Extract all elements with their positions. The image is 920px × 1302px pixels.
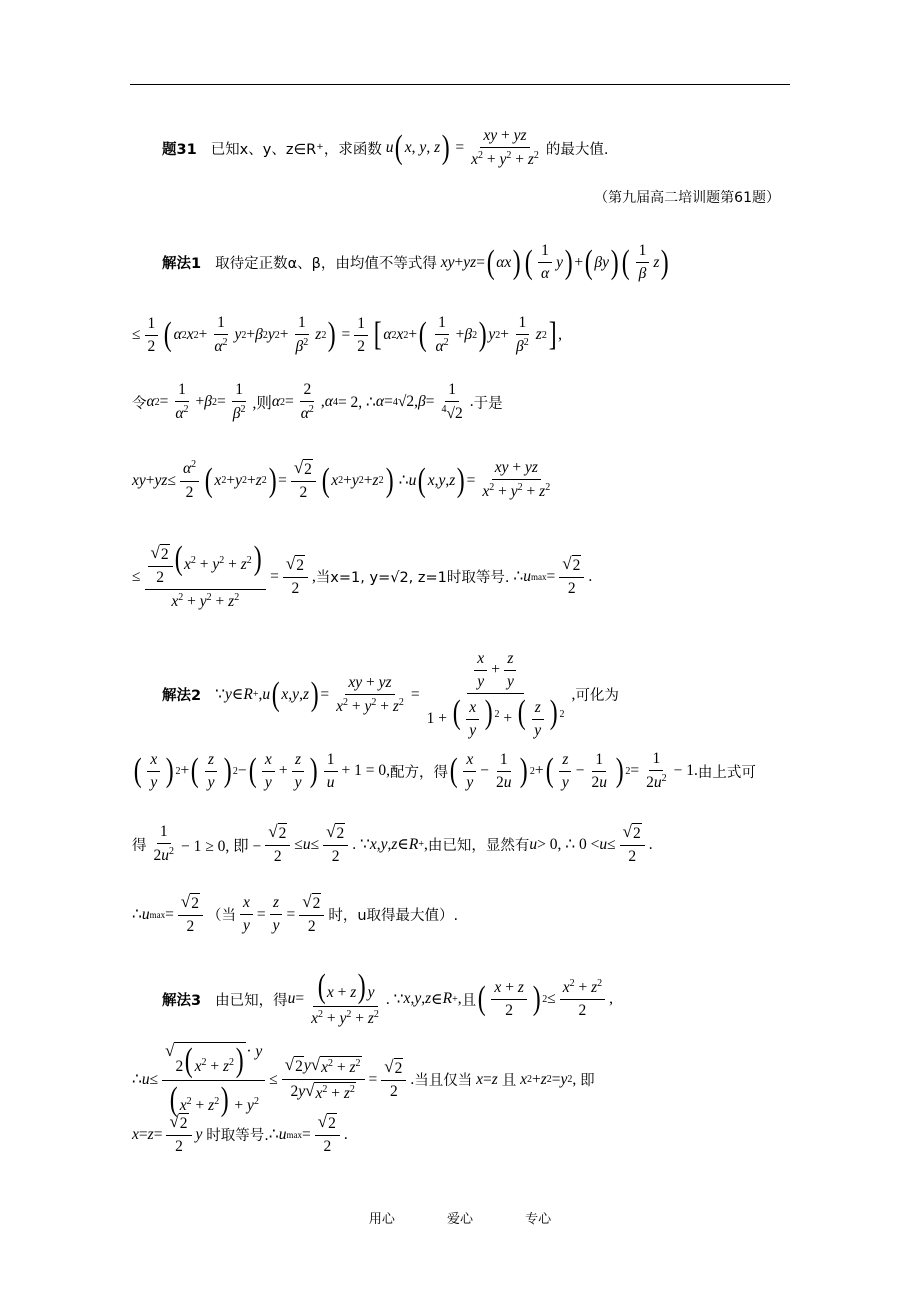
solution2-text-e: 由已知，显然有: [427, 838, 530, 854]
solution2-text-c: 由上式可: [697, 764, 756, 781]
solution3-line2: [132, 1042, 790, 1117]
solution1-then-text: 于是: [473, 395, 503, 412]
solution2-line4: [132, 893, 790, 936]
solution3-text-e: 即: [580, 1073, 595, 1089]
solution2-expression4: 1 $2u^2$ − 1 ≥ 0, 即 − √ 2 2 ≤ u ≤ √ 2 2 . ∵ x , y , z ∈ R + ,: [153, 822, 428, 865]
solution1-expression5: ≤ √ 2 2 ( $x^2 + y^2 + z^2$) $x^2 + y^2 + z^2$ = √ 2 2 ,: [132, 540, 316, 611]
solution1-let-text: 令: [132, 395, 147, 412]
header-rule: [130, 84, 790, 85]
solution2-expression6: ∴ u max = √ 2 2: [132, 893, 207, 936]
solution2-line2: [132, 750, 790, 792]
solution2-expression7: x y = z y = √ 2 2: [236, 893, 328, 936]
solution1-line1: [132, 242, 790, 283]
solution1-line3: [132, 381, 790, 423]
solution1-intro: 取待定正数α、β，由均值不等式得: [215, 256, 437, 272]
solution2-text-g: 时，u取得最大值）.: [328, 908, 459, 924]
problem-statement: [132, 127, 790, 169]
solution2-line1: [132, 650, 790, 740]
problem-heading: 题31: [162, 141, 197, 158]
solution3-result: ∴ u max = √ 2 2 .: [268, 1112, 348, 1155]
solution3-text-a: 由已知，得: [215, 992, 288, 1009]
solution1-equality-text: 当x=1, y=√2, z=1时取等号.: [315, 570, 510, 587]
solution2-text-d: 得: [132, 838, 147, 854]
solution1-expression2: ≤ 1 2 ( α 2 x 2 + 1 $\alpha^2$ y 2 + β 2 y 2 + 1 $\beta^2$ z 2 ) = 1 2 [ α 2 x 2 + ( 1 $\alpha^2$ + β 2 ) y 2 + 1 $\beta^2$ z 2 ] ,: [132, 314, 563, 356]
solution2-expression1: ∵ y ∈ R + , u ( x , y , z ) = xy + yz $x^2 + y^2 + z^2$ = $\frac{x}{y}$ + $\frac{z}{y}$ 1 + ( $\frac{x}{y}$ ) $^2$ + ( $\frac{z}{y}$ ) $^2$ ,: [215, 650, 576, 739]
solution3-text-b: 且: [461, 992, 477, 1009]
solution1-line5: [132, 542, 790, 611]
solution2-expression2: ( x y ) 2 + ( z y ) 2 − ( x y + z y ) 1 u + 1 = 0,: [133, 750, 391, 791]
problem-text-prefix: 已知x、y、z∈R⁺，求函数: [210, 141, 382, 158]
solution3-text-f: 时取等号.: [206, 1128, 269, 1144]
footer-item: 用心: [368, 1212, 395, 1227]
solution3-text-c: 当且仅当: [414, 1073, 473, 1089]
solution1-expression4: xy + yz ≤ $\alpha^2$ 2 ( x 2 + y 2 + z 2 ) = √ 2 2 ( x 2 + y 2 + z 2 ) ∴ u ( x , y , z ) = xy + yz $x^2 + y^2 + z^2$: [132, 458, 551, 501]
problem-source: （第九届高二培训题第61题）: [594, 190, 780, 206]
solution2-expression3: ( x y − 1 2u ) 2 + ( z y − 1 2u ) 2 = 1 $2u^2$ − 1.: [449, 750, 698, 792]
function-definition: u ( x , y , z ) = xy + yz $x^2 + y^2 + z^2$: [385, 127, 539, 169]
solution2-text-f: （当: [206, 908, 236, 924]
solution2-heading: 解法2: [162, 688, 202, 705]
solution3-line3: [132, 1113, 790, 1156]
solution2-text-b: 配方，得: [390, 764, 449, 781]
solution3-expression3: ∴ u ≤ √ 2( $x^2 + z^2$) · y ( $x^2 + z^2) + y^2$ ≤ √ 2 y √ $x^2 + z^2$ 2y √ $x^2 + z^2$ = √ 2 2 .: [132, 1041, 415, 1118]
solution2-line3: [132, 823, 790, 866]
problem-text-suffix: 的最大值.: [545, 141, 609, 158]
footer-item: 爱心: [446, 1212, 473, 1227]
solution1-heading: 解法1: [162, 256, 202, 272]
solution3-expression1: u = ( x + z) y $x^2 + y^2 + z^2$ . ∵ x , y , z ∈ R + ,: [287, 968, 462, 1028]
solution1-expression3: α 2 = 1 $\alpha^2$ + β 2 = 1 $\beta^2$ ,则 α 2 = 2 $\alpha^2$ , α 4 = 2, ∴ α = 4 √2, β = 1 $^4$√2 .: [146, 381, 474, 423]
solution1-line2: [132, 314, 790, 356]
solution3-line1: [132, 970, 790, 1028]
solution2-expression5: u > 0, ∴ 0 < u ≤ √ 2 2 .: [529, 822, 653, 865]
solution3-heading: 解法3: [162, 992, 202, 1009]
solution1-line4: [132, 459, 790, 502]
solution1-expression1: xy + yz = ( αx ) ( 1 α y ) + ( βy ) ( 1 β z ): [440, 242, 670, 282]
solution2-text-a: 可化为: [575, 688, 619, 705]
footer-item: 专心: [525, 1212, 552, 1227]
page-footer: [0, 1208, 920, 1227]
solution3-expression6: x = z = √ 2 2 y: [132, 1112, 203, 1155]
solution3-expression2: ( x + z 2 ) 2 ≤ $x^2 + z^2$ 2 ,: [477, 978, 614, 1020]
solution1-result: ∴ u max = √ 2 2 .: [509, 554, 593, 598]
solution3-text-d: 且: [501, 1073, 517, 1089]
solution3-expression5: x 2 + z 2 = y 2 ,: [520, 1070, 581, 1088]
solution3-expression4: x = z: [476, 1070, 498, 1088]
